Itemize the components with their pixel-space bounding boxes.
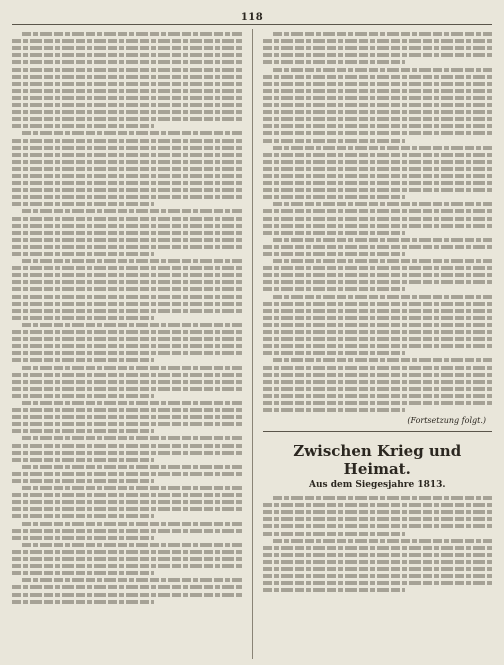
text-line xyxy=(263,117,493,121)
text-line xyxy=(263,323,493,327)
text-line xyxy=(263,103,493,107)
text-line xyxy=(22,436,242,440)
paragraph xyxy=(263,259,493,291)
text-line xyxy=(12,82,242,86)
text-line xyxy=(12,415,242,419)
text-line xyxy=(22,366,242,370)
text-line xyxy=(263,387,493,391)
text-line xyxy=(263,153,493,157)
text-line xyxy=(263,532,405,536)
section-title: Zwischen Krieg und Heimat. xyxy=(293,442,462,479)
text-line xyxy=(263,110,493,114)
text-line xyxy=(263,174,493,178)
text-line xyxy=(273,68,493,72)
text-line xyxy=(12,295,242,299)
text-line xyxy=(263,380,493,384)
text-line xyxy=(263,217,493,221)
text-line xyxy=(12,309,242,313)
text-line xyxy=(12,195,242,199)
text-line xyxy=(263,567,493,571)
text-line xyxy=(263,82,493,86)
text-line xyxy=(263,280,493,284)
text-line xyxy=(12,557,242,561)
text-line xyxy=(22,543,242,547)
text-line xyxy=(12,238,242,242)
text-line xyxy=(12,68,242,72)
text-line xyxy=(12,593,242,597)
section-subtitle: Aus dem Siegesjahre 1813. xyxy=(308,480,446,491)
paragraph xyxy=(12,436,242,461)
paragraph xyxy=(263,202,493,234)
text-line xyxy=(12,337,242,341)
text-line xyxy=(263,546,493,550)
text-line xyxy=(263,75,493,79)
text-line xyxy=(12,479,154,483)
text-line xyxy=(12,529,242,533)
text-line xyxy=(12,380,242,384)
column-right xyxy=(263,29,493,659)
text-line xyxy=(12,202,154,206)
text-line xyxy=(263,366,493,370)
text-line xyxy=(263,139,405,143)
text-line xyxy=(22,401,242,405)
text-line xyxy=(12,500,242,504)
text-line xyxy=(273,259,493,263)
text-line xyxy=(12,444,242,448)
text-line xyxy=(12,344,242,348)
text-line xyxy=(273,496,493,500)
text-line xyxy=(12,46,242,50)
text-line xyxy=(12,103,242,107)
paragraph xyxy=(12,578,242,603)
text-line xyxy=(263,89,493,93)
paragraph xyxy=(263,238,493,256)
paragraph xyxy=(12,259,242,320)
text-line xyxy=(263,574,493,578)
text-line xyxy=(12,60,242,64)
text-line xyxy=(12,507,242,511)
paragraph xyxy=(12,366,242,398)
paragraph xyxy=(12,522,242,540)
text-line xyxy=(12,536,154,540)
text-line xyxy=(263,96,493,100)
text-line xyxy=(263,60,405,64)
text-line xyxy=(12,266,242,270)
text-line xyxy=(12,117,242,121)
text-line xyxy=(12,217,242,221)
text-line xyxy=(263,588,405,592)
text-line xyxy=(263,131,493,135)
text-line xyxy=(263,167,493,171)
paragraph xyxy=(263,146,493,200)
text-line xyxy=(12,174,242,178)
text-line xyxy=(12,351,242,355)
paragraph xyxy=(12,401,242,433)
text-line xyxy=(12,160,242,164)
text-line xyxy=(263,252,405,256)
text-line xyxy=(12,153,242,157)
text-line xyxy=(263,351,405,355)
paragraph xyxy=(263,539,493,593)
text-line xyxy=(12,287,242,291)
text-line xyxy=(273,295,493,299)
text-line xyxy=(263,394,493,398)
text-line xyxy=(263,309,493,313)
text-line xyxy=(12,429,154,433)
text-line xyxy=(263,209,493,213)
text-line xyxy=(263,245,493,249)
text-line xyxy=(22,209,242,213)
text-line xyxy=(263,39,493,43)
text-line xyxy=(263,316,493,320)
text-line xyxy=(263,553,493,557)
section-rule xyxy=(263,431,493,432)
column-divider xyxy=(252,29,253,659)
story-continuation xyxy=(263,32,493,412)
text-line xyxy=(22,465,242,469)
text-line xyxy=(263,373,493,377)
paragraph xyxy=(12,465,242,483)
text-line xyxy=(12,550,242,554)
text-line xyxy=(12,358,154,362)
paragraph xyxy=(263,32,493,64)
paragraph xyxy=(263,68,493,143)
text-line xyxy=(263,503,493,507)
paragraph xyxy=(12,486,242,518)
continuation-note: (Fortsetzung folgt.) xyxy=(407,416,487,426)
paragraph xyxy=(263,295,493,356)
text-line xyxy=(263,266,493,270)
paragraph xyxy=(12,323,242,362)
text-line xyxy=(12,451,242,455)
text-line xyxy=(22,486,242,490)
text-line xyxy=(12,458,154,462)
text-line xyxy=(263,560,493,564)
text-line xyxy=(12,585,242,589)
text-line xyxy=(12,181,242,185)
page-header xyxy=(12,10,492,25)
text-line xyxy=(263,195,405,199)
text-line xyxy=(263,287,405,291)
text-line xyxy=(22,131,242,135)
text-line xyxy=(263,231,405,235)
text-line xyxy=(12,280,242,284)
text-line xyxy=(263,53,493,57)
text-line xyxy=(263,581,493,585)
text-line xyxy=(263,46,493,50)
text-line xyxy=(12,89,242,93)
text-line xyxy=(263,224,493,228)
text-line xyxy=(12,422,242,426)
text-line xyxy=(263,408,405,412)
text-line xyxy=(12,514,154,518)
text-line xyxy=(12,387,242,391)
paragraph xyxy=(12,131,242,206)
text-line xyxy=(12,146,242,150)
text-line xyxy=(12,96,242,100)
text-line xyxy=(273,539,493,543)
text-line xyxy=(12,245,242,249)
text-line xyxy=(263,124,493,128)
text-line xyxy=(12,53,242,57)
text-line xyxy=(22,32,242,36)
text-line xyxy=(12,167,242,171)
text-line xyxy=(12,110,242,114)
text-line xyxy=(12,39,242,43)
text-line xyxy=(12,302,242,306)
text-line xyxy=(12,330,242,334)
text-line xyxy=(263,524,493,528)
text-line xyxy=(12,600,154,604)
paragraph xyxy=(12,209,242,256)
text-line xyxy=(12,231,242,235)
paragraph xyxy=(263,358,493,412)
text-line xyxy=(263,330,493,334)
text-line xyxy=(12,75,242,79)
text-line xyxy=(12,252,154,256)
text-line xyxy=(22,522,242,526)
text-line xyxy=(263,273,493,277)
text-line xyxy=(12,273,242,277)
text-line xyxy=(273,202,493,206)
text-line xyxy=(12,124,154,128)
text-line xyxy=(12,571,154,575)
text-line xyxy=(22,323,242,327)
page-number: 118 xyxy=(240,11,264,23)
paragraph xyxy=(12,32,242,128)
text-line xyxy=(12,188,242,192)
text-line xyxy=(263,344,493,348)
text-line xyxy=(263,510,493,514)
text-line xyxy=(263,160,493,164)
text-line xyxy=(22,578,242,582)
text-line xyxy=(12,139,242,143)
text-line xyxy=(273,146,493,150)
text-line xyxy=(273,32,493,36)
text-line xyxy=(12,408,242,412)
text-line xyxy=(263,181,493,185)
text-line xyxy=(12,373,242,377)
text-line xyxy=(263,302,493,306)
text-line xyxy=(12,316,154,320)
section-body xyxy=(263,496,493,592)
text-line xyxy=(263,401,493,405)
text-line xyxy=(263,188,493,192)
text-line xyxy=(263,517,493,521)
text-line xyxy=(12,472,242,476)
text-line xyxy=(12,394,154,398)
column-left xyxy=(12,29,242,659)
text-line xyxy=(22,259,242,263)
text-line xyxy=(12,224,242,228)
text-line xyxy=(263,337,493,341)
text-line xyxy=(12,564,242,568)
text-line xyxy=(273,238,493,242)
text-columns xyxy=(12,29,492,659)
text-line xyxy=(273,358,493,362)
paragraph xyxy=(263,496,493,535)
text-line xyxy=(12,493,242,497)
paragraph xyxy=(12,543,242,575)
